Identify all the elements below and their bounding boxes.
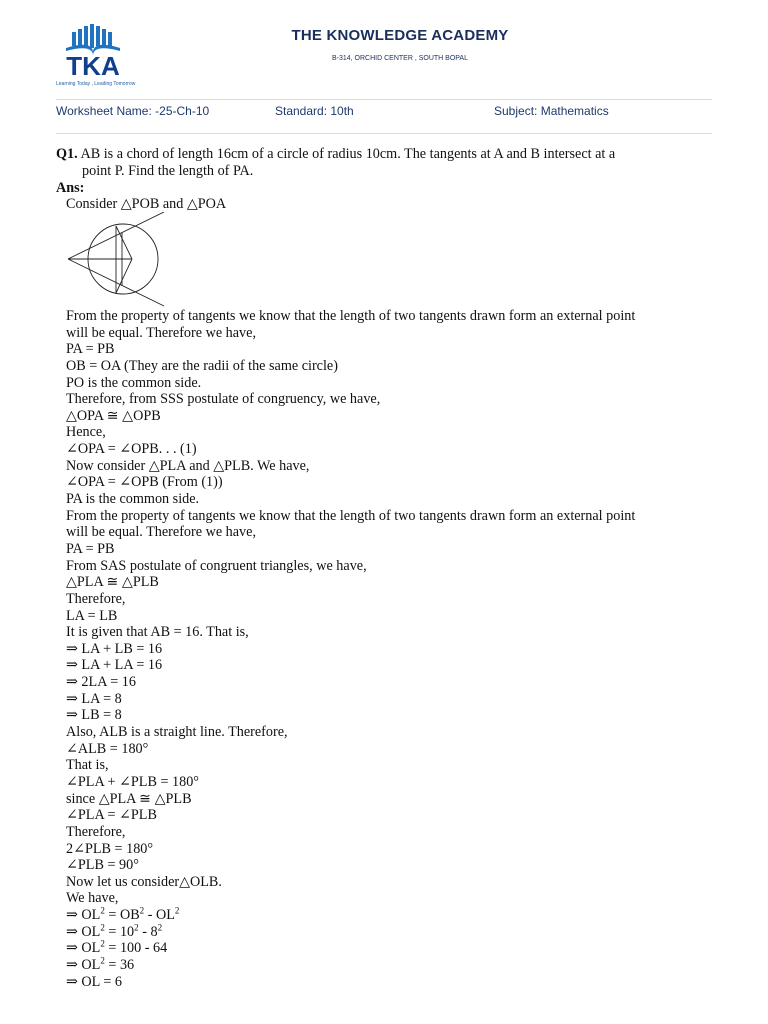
answer-line: since △PLA ≅ △PLB [66, 790, 192, 807]
exponent: 2 [100, 921, 105, 932]
equation-line [66, 921, 696, 941]
answer-line: That is, [66, 757, 109, 774]
equation-part: = 100 - 64 [104, 940, 168, 957]
worksheet-name: Worksheet Name: -25-Ch-10 [56, 104, 210, 118]
answer-consider-line: Consider △POB and △POA [66, 196, 227, 212]
equation-part: ⇒ OL [66, 940, 101, 957]
answer-line: 2∠PLB = 180° [66, 840, 154, 857]
exponent: 2 [134, 921, 139, 932]
answer-line: ∠ALB = 180° [66, 740, 149, 757]
answer-line: OB = OA (They are the radii of the same circle) [66, 357, 338, 374]
exponent: 2 [157, 921, 163, 932]
logo-text: TKA [66, 51, 120, 81]
equation-part: ⇒ OL [66, 923, 101, 940]
tangent-circle-diagram [64, 212, 168, 308]
answer-line: △OPA ≅ △OPB [66, 407, 161, 424]
answer-line: will be equal. Therefore we have, [66, 324, 257, 341]
answer-line: PO is the common side. [66, 374, 202, 391]
answer-line: Therefore, [66, 590, 126, 607]
answer-line: Hence, [66, 424, 106, 441]
answer-line: ⇒ LA + LA = 16 [66, 657, 163, 674]
equation-part: ⇒ OL [66, 907, 101, 924]
answer-line: PA = PB [66, 540, 115, 557]
answer-line: Now consider △PLA and △PLB. We have, [66, 457, 310, 474]
answer-line: Therefore, from SSS postulate of congruency, we have, [66, 391, 381, 408]
academy-name: THE KNOWLEDGE ACADEMY [291, 27, 509, 44]
equation-part: - 8 [138, 923, 158, 940]
academy-address: B-314, ORCHID CENTER , SOUTH BOPAL [331, 55, 468, 62]
exponent: 2 [100, 938, 105, 949]
answer-line: ⇒ 2LA = 16 [66, 674, 136, 691]
question-block [56, 146, 676, 179]
answer-line: From SAS postulate of congruent triangles, we have, [66, 557, 367, 574]
meta-divider [56, 133, 712, 134]
worksheet-header [0, 0, 768, 100]
answer-line: PA = PB [66, 341, 115, 358]
answer-line: ∠OPA = ∠OPB (From (1)) [66, 474, 223, 491]
question-number: Q1. [56, 146, 78, 162]
answer-line: ∠PLA = ∠PLB [66, 807, 157, 824]
diagram-radius-oa [116, 226, 132, 259]
answer-line: △PLA ≅ △PLB [66, 574, 159, 591]
answer-line: ⇒ LB = 8 [66, 707, 122, 724]
answer-line: From the property of tangents we know that the length of two tangents drawn form an external point [66, 308, 636, 324]
answer-line: From the property of tangents we know that the length of two tangents drawn form an external point [66, 507, 636, 524]
answer-line: ∠PLB = 90° [66, 857, 139, 874]
equation-part: ⇒ OL [66, 956, 101, 973]
final-result-line: ⇒ OL = 6 [66, 973, 123, 990]
answer-line: Therefore, [66, 823, 126, 840]
equation-part: = 10 [104, 923, 135, 940]
exponent: 2 [174, 905, 180, 916]
answer-line: LA = LB [66, 607, 118, 624]
question-text-line1: AB is a chord of length 16cm of a circle of radius 10cm. The tangents at A and B intersect at a [80, 146, 616, 162]
answer-body [66, 308, 696, 990]
exponent: 2 [139, 905, 145, 916]
exponent: 2 [100, 955, 105, 966]
answer-line: It is given that AB = 16. That is, [66, 624, 249, 641]
equation-line [66, 940, 696, 957]
equation-part: - OL [144, 907, 175, 924]
equation-line [66, 957, 696, 974]
logo-tagline: Learning Today , Leading Tomorrow [56, 81, 136, 87]
answer-line: We have, [66, 890, 119, 907]
answer-line: PA is the common side. [66, 491, 200, 508]
answer-line: ⇒ LA = 8 [66, 690, 122, 707]
subject-label: Subject: Mathematics [494, 104, 609, 118]
answer-line: will be equal. Therefore we have, [66, 524, 257, 541]
answer-line: ∠PLA + ∠PLB = 180° [66, 773, 199, 790]
answer-line: ⇒ LA + LB = 16 [66, 640, 163, 657]
equation-part: = 36 [104, 956, 135, 973]
answer-label: Ans: [56, 180, 85, 196]
diagram-radius-ob [116, 259, 132, 293]
answer-line: Also, ALB is a straight line. Therefore, [66, 724, 288, 741]
academy-logo [56, 22, 166, 94]
standard-label: Standard: 10th [275, 104, 354, 118]
answer-line: Now let us consider△OLB. [66, 873, 222, 890]
question-text-line2: point P. Find the length of PA. [82, 162, 254, 179]
exponent: 2 [100, 905, 105, 916]
equation-part: = OB [104, 907, 140, 924]
answer-line: ∠OPA = ∠OPB. . . (1) [66, 441, 197, 458]
header-divider [56, 99, 712, 100]
